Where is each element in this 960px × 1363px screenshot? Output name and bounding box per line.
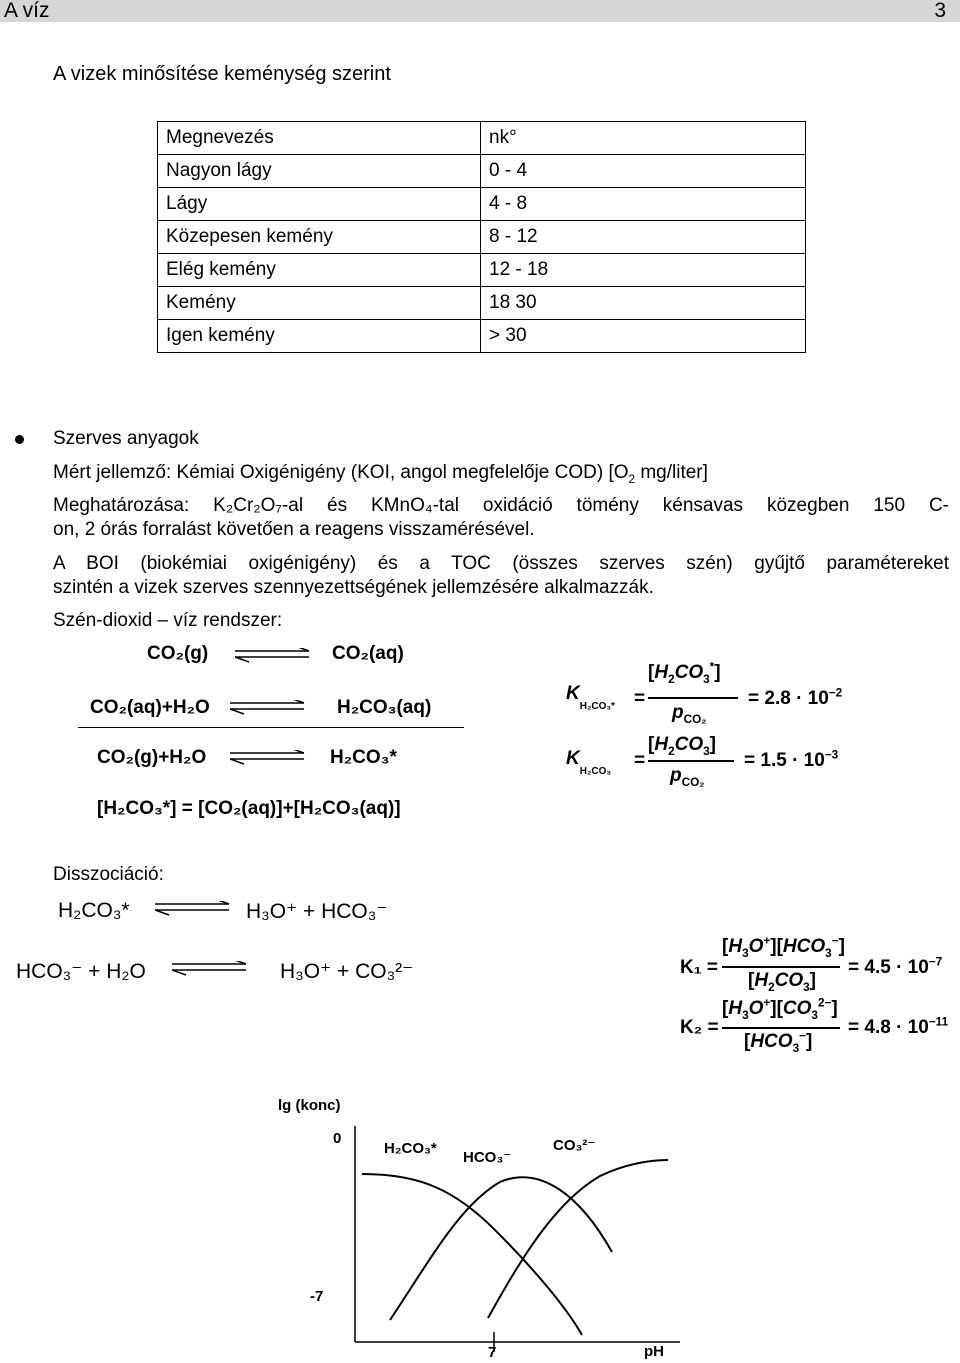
series-co3 — [488, 1160, 668, 1318]
series-hco3 — [390, 1177, 612, 1320]
eq2-right: H₂CO₃(aq) — [337, 697, 432, 718]
k2-numerator: $[H_2CO_3]$ — [648, 734, 716, 758]
fraction-bar — [722, 1027, 840, 1029]
diss-eq2-left: HCO₃⁻ + H₂O — [16, 960, 146, 983]
table-cell-name: Igen kemény — [158, 320, 481, 353]
k1-label: K₁ = — [680, 957, 718, 978]
k2-denominator: $p_{CO_2}$ — [670, 765, 705, 789]
k2-label: K₂ = — [680, 1017, 719, 1038]
table-cell-value: 18 30 — [481, 287, 806, 320]
eq1-left: CO₂(g) — [147, 643, 209, 664]
k-h2co3-symbol: $K_{H_2CO_3}$ — [566, 748, 612, 777]
y-tick-label: 0 — [333, 1130, 342, 1147]
series-label: CO₃²⁻ — [553, 1137, 596, 1154]
k2-diss-denominator: $[HCO_3^-]$ — [744, 1029, 813, 1055]
eq3-right: H₂CO₃* — [330, 747, 397, 768]
eq2-left: CO₂(aq)+H₂O — [90, 697, 210, 718]
k1-diss-denominator: $[H_2CO_3]$ — [748, 970, 816, 994]
equilibrium-arrow-icon — [230, 750, 310, 768]
boi-line-1: A BOI (biokémiai oxigénigény) és a TOC (összes szerves szén) gyűjtő paramétereket — [53, 553, 949, 574]
k-h2co3-star-symbol: $K_{H_2CO_3*}$ — [566, 683, 615, 712]
y-axis-label: lg (konc) — [278, 1097, 341, 1114]
co2-system-title: Szén-dioxid – víz rendszer: — [53, 610, 283, 631]
k2-value: = $1.5 \cdot 10^{-3}$ — [744, 748, 839, 771]
k1-diss-numerator: $[H_3O^+][HCO_3^-]$ — [722, 934, 845, 960]
determination-line-1: Meghatározása: K₂Cr₂O₇-al és KMnO₄-tal oxidáció tömény kénsavas közegben 150 C- — [53, 495, 949, 516]
table-cell-value: > 30 — [481, 320, 806, 353]
table-cell-name: Nagyon lágy — [158, 155, 481, 188]
table-cell-name: Elég kemény — [158, 254, 481, 287]
equilibrium-arrow-icon — [235, 648, 315, 666]
table-cell-value: 8 - 12 — [481, 221, 806, 254]
boi-line-2: szintén a vizek szerves szennyezettségének jellemzésére alkalmazzák. — [53, 577, 654, 598]
hardness-table — [157, 121, 806, 353]
equation-divider — [78, 727, 464, 728]
table-header-row — [158, 122, 806, 155]
k1-numerator: $[H_2CO_3^*]$ — [648, 660, 721, 686]
k1-diss-value: = $4.5 \cdot 10^{-7}$ — [848, 955, 943, 978]
fraction-bar — [722, 966, 840, 968]
eq3-left: CO₂(g)+H₂O — [97, 747, 207, 768]
equilibrium-arrow-icon — [172, 961, 252, 979]
series-label: H₂CO₃* — [384, 1140, 437, 1157]
x-axis-label: pH — [644, 1343, 664, 1360]
fraction-bar — [648, 697, 738, 699]
equilibrium-arrow-icon — [155, 901, 235, 919]
measured-line: Mért jellemző: Kémiai Oxigénigény (KOI, angol megfelelője COD) [$O_2$ mg/liter] — [53, 462, 708, 486]
k1-denominator: $p_{CO_2}$ — [672, 702, 707, 726]
table-cell-value: 0 - 4 — [481, 155, 806, 188]
page-header — [0, 0, 960, 22]
table-row — [158, 155, 806, 188]
table-cell-name: Megnevezés — [158, 122, 481, 155]
table-row — [158, 254, 806, 287]
eq4: [H₂CO₃*] = [CO₂(aq)]+[H₂CO₃(aq)] — [97, 798, 401, 819]
diss-eq1-right: H₃O⁺ + HCO₃⁻ — [246, 900, 388, 923]
header-title: A víz — [4, 0, 50, 22]
table-cell-name: Kemény — [158, 287, 481, 320]
dissociation-title: Disszociáció: — [53, 864, 164, 885]
y-tick-label: -7 — [310, 1288, 324, 1305]
bullet-icon — [15, 435, 24, 444]
k2-diss-numerator: $[H_3O^+][CO_3^{2-}]$ — [722, 996, 838, 1022]
diss-eq1-left: H₂CO₃* — [58, 899, 130, 922]
k2-diss-value: = $4.8 \cdot 10^{-11}$ — [848, 1015, 949, 1038]
table-row — [158, 188, 806, 221]
organic-title: Szerves anyagok — [53, 428, 199, 449]
diss-eq2-right: H₃O⁺ + CO₃²⁻ — [280, 960, 414, 983]
speciation-chart — [0, 1090, 960, 1363]
fraction-bar — [648, 760, 734, 762]
table-cell-name: Lágy — [158, 188, 481, 221]
page-number: 3 — [934, 0, 946, 22]
table-cell-value: nk° — [481, 122, 806, 155]
table-cell-value: 4 - 8 — [481, 188, 806, 221]
table-cell-name: Közepesen kemény — [158, 221, 481, 254]
table-cell-value: 12 - 18 — [481, 254, 806, 287]
table-row — [158, 320, 806, 353]
determination-line-2: on, 2 órás forralást követően a reagens visszamérésével. — [53, 519, 535, 540]
section-title: A vizek minősítése keménység szerint — [53, 63, 391, 85]
x-tick-label: 7 — [488, 1344, 497, 1361]
k1-value: = $2.8 \cdot 10^{-2}$ — [748, 686, 843, 709]
table-row — [158, 221, 806, 254]
series-label: HCO₃⁻ — [463, 1149, 512, 1166]
table-row — [158, 287, 806, 320]
equilibrium-arrow-icon — [230, 700, 310, 718]
eq1-right: CO₂(aq) — [332, 643, 404, 664]
